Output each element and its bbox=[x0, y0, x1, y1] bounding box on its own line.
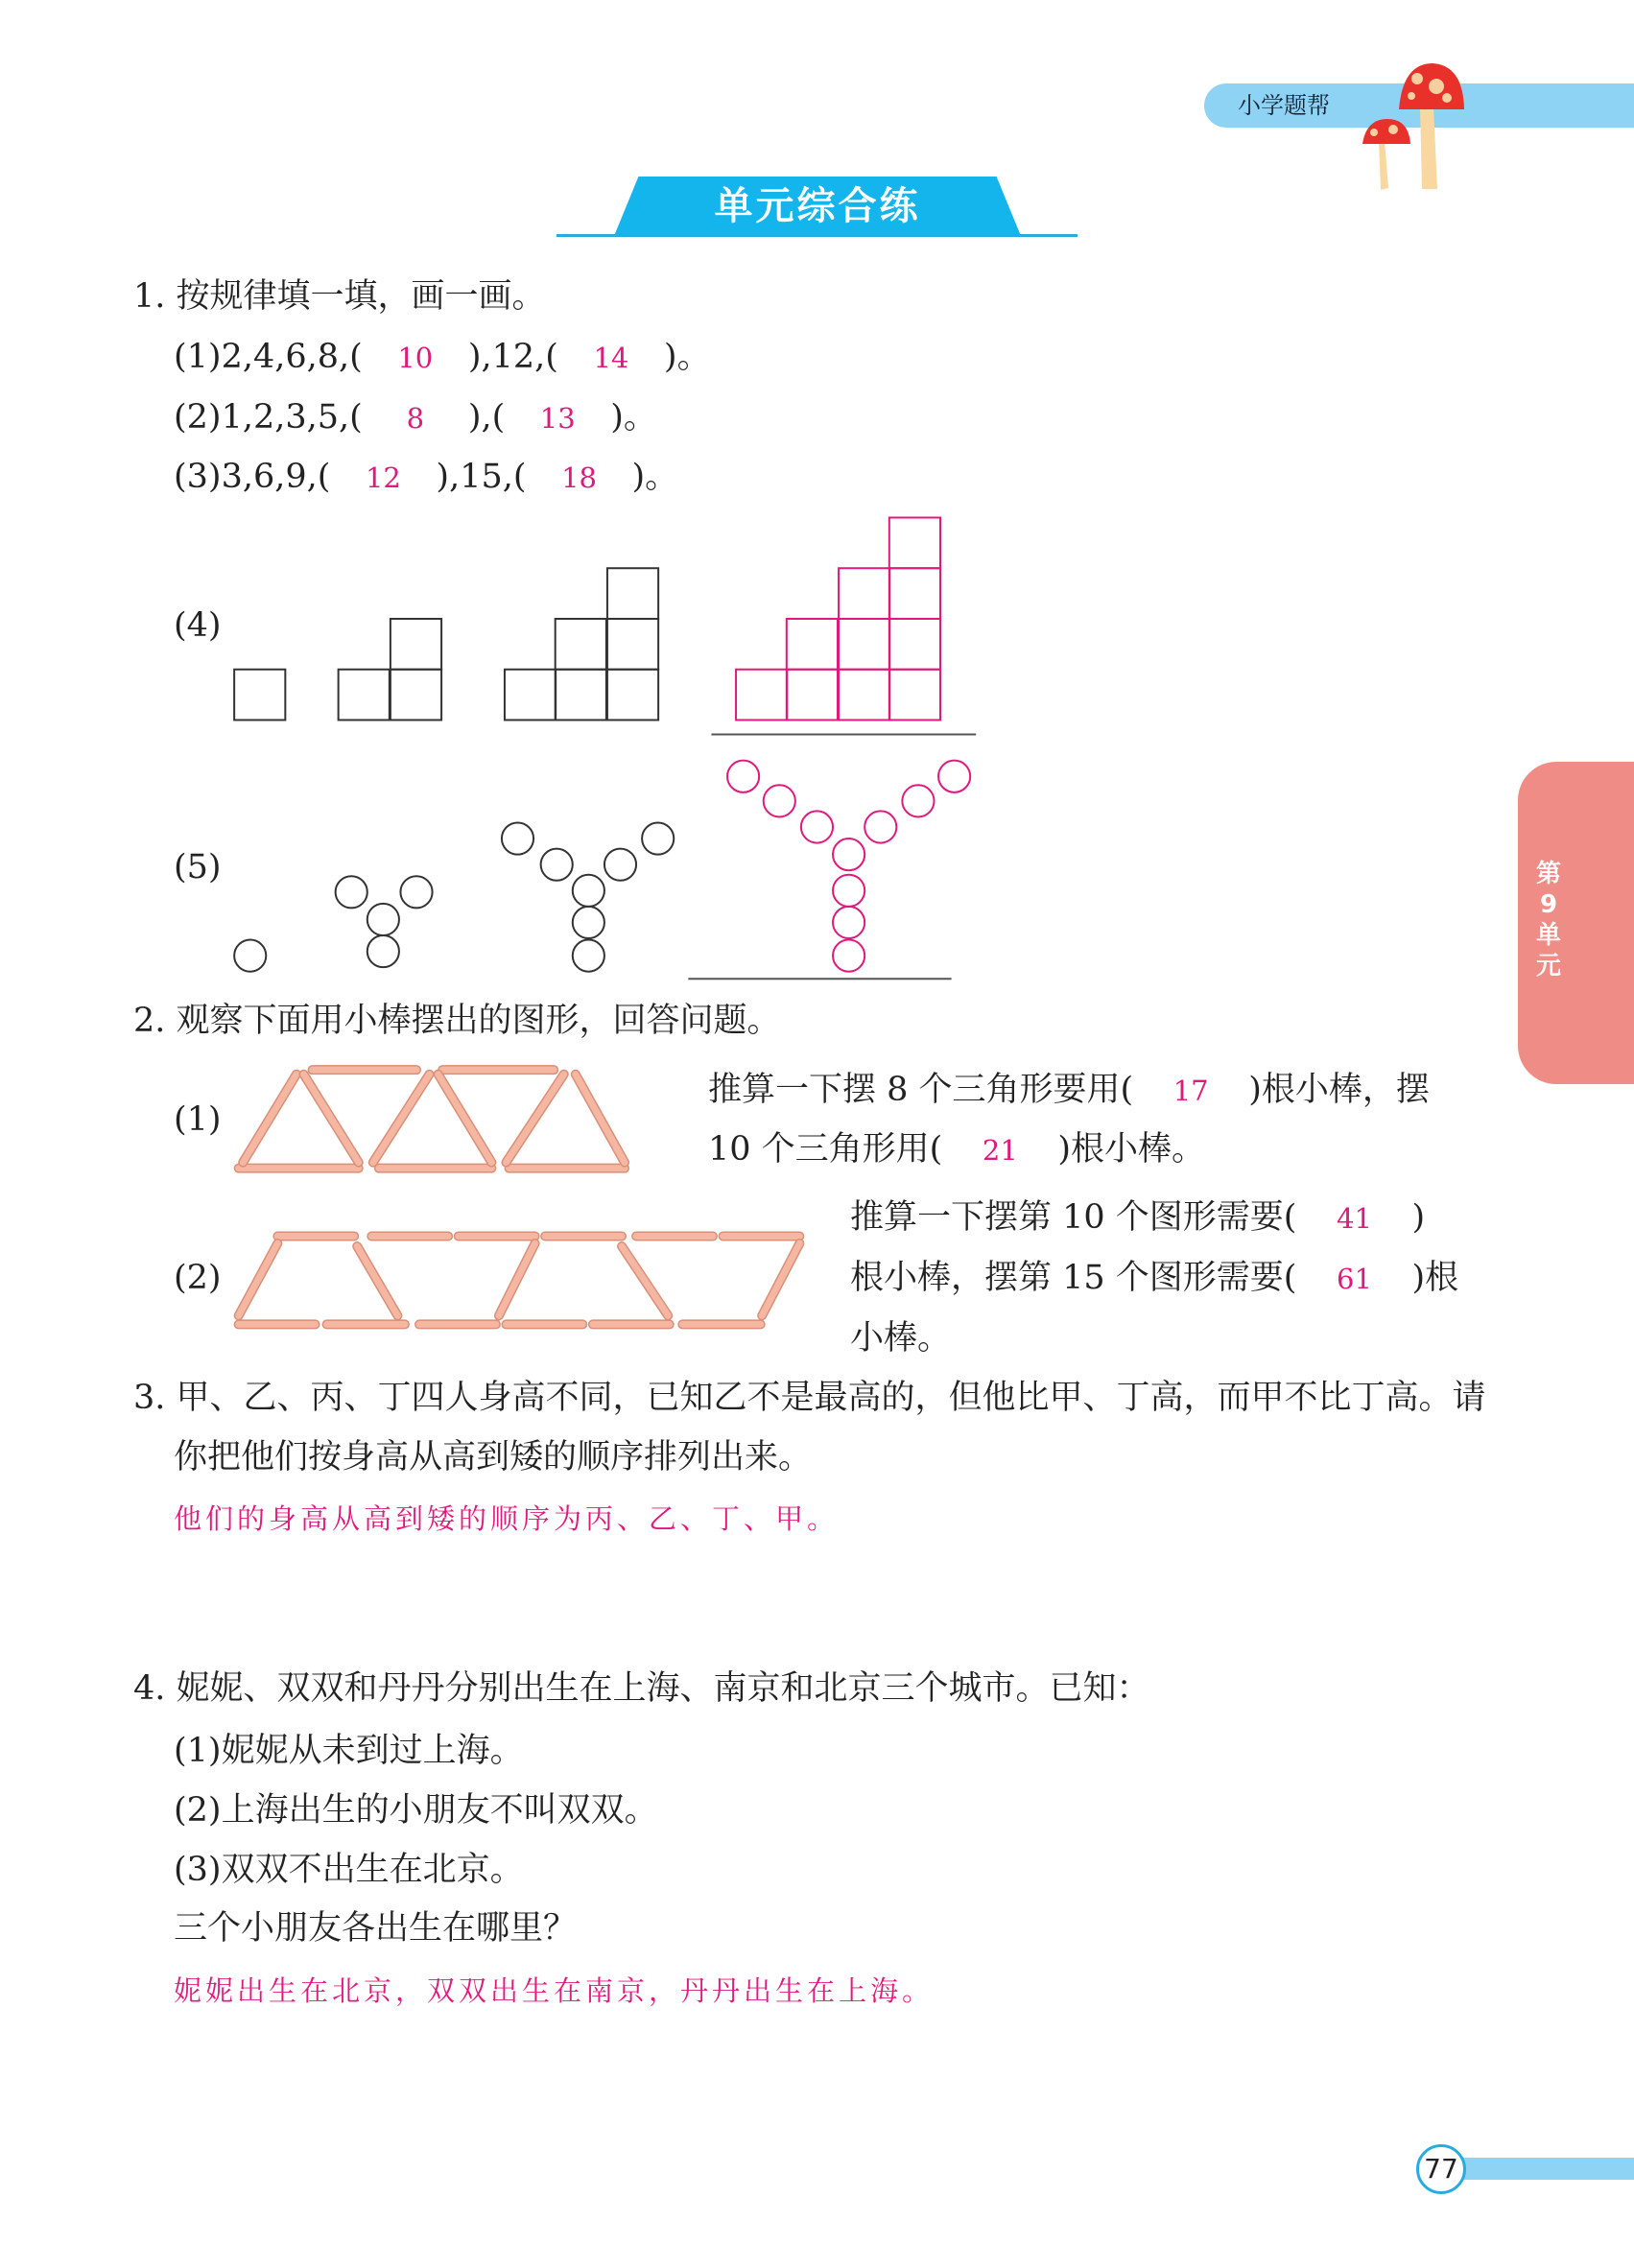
square bbox=[839, 670, 889, 721]
circle bbox=[833, 907, 864, 938]
answer: 61 bbox=[1337, 1263, 1372, 1295]
q1-item-2 bbox=[174, 396, 657, 439]
circle bbox=[400, 876, 432, 908]
circle bbox=[801, 811, 833, 842]
stick-fill bbox=[576, 1075, 625, 1163]
stick-fill bbox=[506, 1075, 563, 1163]
circle bbox=[764, 785, 795, 816]
square bbox=[889, 619, 940, 670]
square bbox=[607, 568, 658, 619]
text: 根小棒，摆第 15 个图形需要( bbox=[850, 1259, 1297, 1297]
text: )。 bbox=[610, 398, 657, 437]
circle bbox=[502, 822, 533, 854]
circle bbox=[833, 940, 864, 972]
q2-p2-line1 bbox=[850, 1196, 1425, 1240]
text: 推算一下摆第 10 个图形需要( bbox=[850, 1198, 1297, 1237]
unit-side-label: 第9单元 bbox=[1535, 860, 1561, 980]
q2-p2-line3: 小棒。 bbox=[850, 1319, 952, 1358]
stick bbox=[373, 1075, 430, 1163]
stick-fill bbox=[303, 1075, 358, 1163]
text: )根小棒，摆 bbox=[1248, 1071, 1430, 1109]
circle bbox=[938, 761, 970, 792]
q4-clue-2: (2)上海出生的小朋友不叫双双。 bbox=[174, 1791, 658, 1830]
stick bbox=[622, 1246, 668, 1315]
circle bbox=[642, 822, 674, 854]
circle bbox=[573, 907, 604, 938]
square bbox=[234, 670, 285, 721]
text: (1)2,4,6,8,( bbox=[174, 338, 363, 376]
text: (2)1,2,3,5,( bbox=[174, 398, 363, 437]
circle bbox=[573, 875, 604, 907]
circle bbox=[864, 811, 896, 842]
square bbox=[339, 670, 390, 721]
circle bbox=[833, 839, 864, 870]
page-title: 单元综合练 bbox=[714, 184, 921, 228]
q1-item-1 bbox=[174, 336, 711, 379]
stick-fill bbox=[243, 1075, 296, 1163]
circle bbox=[604, 849, 636, 881]
q1-label-4: (4) bbox=[174, 606, 222, 645]
square bbox=[391, 670, 441, 721]
text: ),12,( bbox=[467, 338, 558, 376]
q4-clue-3: (3)双双不出生在北京。 bbox=[174, 1851, 524, 1889]
circle bbox=[833, 875, 864, 907]
stick bbox=[762, 1243, 799, 1315]
text: 推算一下摆 8 个三角形要用( bbox=[708, 1071, 1134, 1109]
stick bbox=[239, 1243, 278, 1315]
stick-fill bbox=[373, 1075, 430, 1163]
square bbox=[889, 518, 940, 569]
footer-bar bbox=[1460, 2158, 1634, 2180]
brand-label: 小学题帮 bbox=[1238, 92, 1330, 119]
text: )根小棒。 bbox=[1057, 1130, 1205, 1169]
stick-fill bbox=[239, 1243, 278, 1315]
stick-fill bbox=[762, 1243, 799, 1315]
q2-label-1: (1) bbox=[174, 1100, 222, 1139]
square bbox=[889, 670, 940, 721]
q2-p1-line1 bbox=[708, 1069, 1430, 1112]
text: ),( bbox=[467, 398, 506, 437]
square bbox=[839, 568, 889, 619]
square bbox=[556, 619, 606, 670]
circle bbox=[573, 940, 604, 972]
text: (3)3,6,9,( bbox=[174, 458, 331, 496]
square bbox=[607, 619, 658, 670]
square bbox=[736, 670, 787, 721]
q4-clue-1: (1)妮妮从未到过上海。 bbox=[174, 1732, 524, 1770]
square bbox=[889, 568, 940, 619]
q1-label-5: (5) bbox=[174, 848, 222, 886]
stick-fill bbox=[357, 1246, 397, 1315]
stick bbox=[303, 1075, 358, 1163]
stick bbox=[438, 1075, 492, 1163]
stick-fill bbox=[438, 1075, 492, 1163]
square bbox=[787, 670, 838, 721]
text: ) bbox=[1411, 1198, 1426, 1237]
square bbox=[787, 619, 838, 670]
q4-question: 三个小朋友各出生在哪里？ bbox=[174, 1909, 578, 1948]
circle bbox=[541, 849, 573, 881]
text: )根 bbox=[1411, 1259, 1459, 1297]
square bbox=[607, 670, 658, 721]
answer: 13 bbox=[539, 402, 576, 435]
circle bbox=[727, 761, 759, 792]
q3-answer: 他们的身高从高到矮的顺序为丙、乙、丁、甲。 bbox=[174, 1502, 840, 1535]
answer: 41 bbox=[1337, 1202, 1372, 1235]
answer: 21 bbox=[982, 1134, 1018, 1167]
stick bbox=[506, 1075, 563, 1163]
answer: 18 bbox=[561, 461, 597, 494]
stick bbox=[499, 1243, 535, 1315]
q2-title: 2. 观察下面用小棒摆出的图形，回答问题。 bbox=[133, 1002, 781, 1040]
answer: 10 bbox=[397, 342, 434, 374]
circle bbox=[234, 940, 266, 972]
text: 10 个三角形用( bbox=[708, 1130, 943, 1169]
answer: 17 bbox=[1172, 1075, 1209, 1107]
page-number: 77 bbox=[1416, 2144, 1466, 2194]
circle bbox=[367, 904, 399, 935]
q3-line2: 你把他们按身高从高到矮的顺序排列出来。 bbox=[174, 1438, 813, 1477]
q3-line1: 3. 甲、乙、丙、丁四人身高不同，已知乙不是最高的，但他比甲、丁高，而甲不比丁高。请 bbox=[133, 1379, 1486, 1417]
circle bbox=[336, 876, 367, 908]
answer: 12 bbox=[365, 461, 401, 494]
q4-line1: 4. 妮妮、双双和丹丹分别出生在上海、南京和北京三个城市。已知： bbox=[133, 1669, 1150, 1708]
circle bbox=[902, 785, 934, 816]
stick bbox=[243, 1075, 296, 1163]
square bbox=[839, 619, 889, 670]
q2-p2-line2 bbox=[850, 1257, 1458, 1300]
stick-fill bbox=[622, 1246, 668, 1315]
q4-answer: 妮妮出生在北京，双双出生在南京，丹丹出生在上海。 bbox=[174, 1974, 935, 2007]
text: ),15,( bbox=[436, 458, 527, 496]
answer: 14 bbox=[593, 342, 629, 374]
text: )。 bbox=[631, 458, 679, 496]
stick-fill bbox=[499, 1243, 535, 1315]
q1-item-3 bbox=[174, 456, 678, 499]
answer: 8 bbox=[406, 402, 425, 435]
q2-label-2: (2) bbox=[174, 1259, 222, 1297]
q1-title: 1. 按规律填一填，画一画。 bbox=[133, 277, 546, 316]
stick bbox=[357, 1246, 397, 1315]
q2-p1-line2 bbox=[708, 1128, 1205, 1171]
text: )。 bbox=[663, 338, 711, 376]
stick bbox=[576, 1075, 625, 1163]
square bbox=[505, 670, 556, 721]
circle bbox=[367, 935, 399, 967]
square bbox=[391, 619, 441, 670]
square bbox=[556, 670, 606, 721]
